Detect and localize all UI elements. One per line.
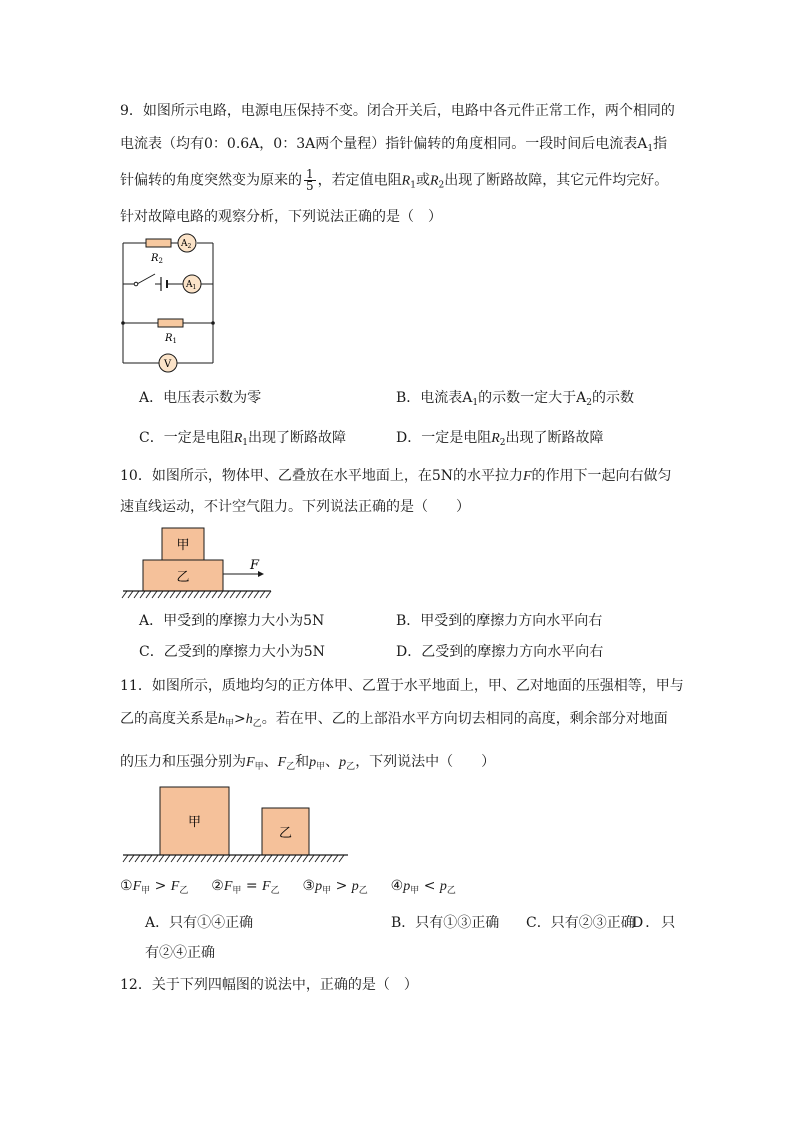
- q9-line3: 针偏转的角度突然变为原来的 $\frac{1}{5}$ ，若定值电阻$R_1$或$R_2$出现了断路故障，其它元件均完好。: [120, 167, 669, 193]
- ground-hatching: [123, 855, 344, 862]
- q11-option-a[interactable]: A．只有①④正确: [145, 915, 254, 931]
- ground-hatching: [122, 591, 271, 598]
- resistor-r2-label: $R_2$: [151, 253, 163, 265]
- q11-cubes-diagram: [118, 785, 358, 865]
- q9-circuit-diagram: [115, 232, 235, 372]
- q9-option-b[interactable]: B．电流表$A_1$的示数一定大于$A_2$的示数: [396, 390, 634, 408]
- q9-option-a[interactable]: A．电压表示数为零: [139, 390, 262, 406]
- q11-line2: 乙的高度关系是$h_甲>h_乙$。若在甲、乙的上部沿水平方向切去相同的高度，剩余部分对地面: [120, 711, 668, 729]
- q9-line2: 电流表（均有0：0.6A，0：3A两个量程）指针偏转的角度相同。一段时间后电流表$A_1$指: [120, 136, 668, 154]
- q9-line1: 9．如图所示电路，电源电压保持不变。闭合开关后，电路中各元件正常工作，两个相同的: [120, 103, 675, 119]
- svg-text:乙: 乙: [278, 826, 293, 841]
- switch-terminal: [134, 282, 138, 286]
- q9-option-d[interactable]: D．一定是电阻$R_2$出现了断路故障: [396, 430, 604, 448]
- svg-text:A1: $A_1$: [186, 280, 197, 291]
- q11-option-b[interactable]: B．只有①③正确: [391, 915, 500, 931]
- q12-line1: 12．关于下列四幅图的说法中，正确的是（ ）: [120, 977, 418, 993]
- q11-option-d-part1[interactable]: D．只: [632, 915, 678, 931]
- q11-option-c[interactable]: C．只有②③正确: [526, 915, 635, 931]
- q11-statements: $①F_甲 > F_乙$ $②F_甲 = F_乙$ $③p_甲 > p_乙$ $④p_甲 < p_乙$: [120, 878, 456, 896]
- fraction-one-fifth: $\frac{1}{5}$: [306, 167, 314, 193]
- resistor-r2: [146, 239, 171, 247]
- q11-line3: 的压力和压强分别为$F_甲$、$F_乙$和$p_甲$、$p_乙$，下列说法中（ ）: [120, 754, 496, 772]
- q10-blocks-diagram: [118, 525, 278, 605]
- q10-option-b[interactable]: B．甲受到的摩擦力方向水平向右: [396, 613, 603, 629]
- svg-text:甲: 甲: [176, 538, 190, 553]
- q11-line1: 11．如图所示，质地均匀的正方体甲、乙置于水平地面上，甲、乙对地面的压强相等，甲与: [120, 678, 684, 694]
- q10-line2: 速直线运动，不计空气阻力。下列说法正确的是（ ）: [120, 499, 470, 515]
- force-label: F: [250, 558, 260, 573]
- q9-option-c[interactable]: C．一定是电阻$R_1$出现了断路故障: [139, 430, 347, 448]
- q11-option-d-part2[interactable]: 有②④正确: [145, 945, 215, 961]
- svg-text:甲: 甲: [187, 815, 202, 830]
- q9-line4: 针对故障电路的观察分析，下列说法正确的是（ ）: [120, 209, 442, 225]
- q10-option-d[interactable]: D．乙受到的摩擦力方向水平向右: [396, 644, 604, 660]
- svg-text:乙: 乙: [176, 570, 190, 585]
- q10-line1: 10．如图所示，物体甲、乙叠放在水平地面上，在5N的水平拉力F的作用下一起向右做匀: [120, 468, 672, 484]
- resistor-r1: [158, 319, 183, 327]
- q10-option-a[interactable]: A．甲受到的摩擦力大小为5N: [139, 613, 325, 629]
- q10-option-c[interactable]: C．乙受到的摩擦力大小为5N: [139, 644, 325, 660]
- svg-text:V: V: [164, 359, 172, 370]
- svg-text:A2: $A_2$: [181, 239, 192, 250]
- resistor-r1-label: $R_1$: [165, 333, 177, 345]
